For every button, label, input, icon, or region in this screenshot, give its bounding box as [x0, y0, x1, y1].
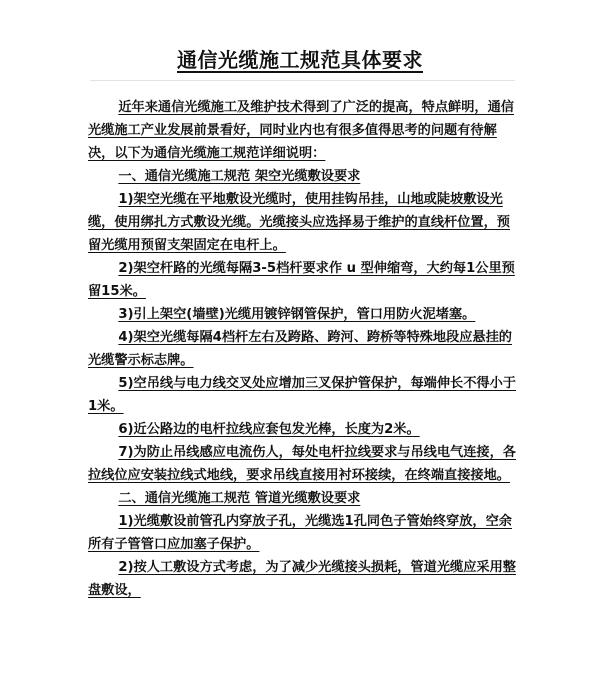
aerial-item-7: 7)为防止吊线感应电流伤人，每处电杆拉线要求与吊线电气连接，各拉线位应安装拉线式地线，要求吊线直接用衬环接续，在终端直接接地。	[88, 445, 516, 483]
duct-item-1: 1)光缆敷设前管孔内穿放子孔，光缆选1孔同色子管始终穿放，空余所有子管管口应加塞子保护。	[88, 514, 512, 552]
aerial-item-5: 5)空吊线与电力线交叉处应增加三叉保护管保护，每端伸长不得小于1米。	[88, 376, 516, 414]
title-divider	[90, 80, 515, 81]
aerial-item-4: 4)架空光缆每隔4档杆左右及跨路、跨河、跨桥等特殊地段应悬挂的光缆警示标志牌。	[88, 330, 512, 368]
aerial-item-3: 3)引上架空(墙壁)光缆用镀锌钢管保护，管口用防火泥堵塞。	[118, 307, 476, 322]
aerial-item-1: 1)架空光缆在平地敷设光缆时，使用挂钩吊挂，山地或陡坡敷设光缆，使用绑扎方式敷设光缆。光缆接头应选择易于维护的直线杆位置，预留光缆用预留支架固定在电杆上。	[88, 192, 510, 253]
aerial-item-6: 6)近公路边的电杆拉线应套包发光棒，长度为2米。	[118, 422, 420, 437]
document-body	[88, 96, 518, 602]
aerial-item-2: 2)架空杆路的光缆每隔3-5档杆要求作 u 型伸缩弯，大约每1公里预留15米。	[88, 261, 515, 299]
section-heading-aerial: 一、通信光缆施工规范 架空光缆敷设要求	[118, 169, 361, 184]
intro-paragraph: 近年来通信光缆施工及维护技术得到了广泛的提高，特点鲜明，通信光缆施工产业发展前景看好，同时业内也有很多值得思考的问题有待解决，以下为通信光缆施工规范详细说明：	[88, 100, 514, 161]
document-title: 通信光缆施工规范具体要求	[177, 48, 423, 72]
section-heading-duct: 二、通信光缆施工规范 管道光缆敷设要求	[118, 491, 361, 506]
duct-item-2: 2)按人工敷设方式考虑，为了减少光缆接头损耗，管道光缆应采用整盘敷设，	[88, 560, 516, 598]
